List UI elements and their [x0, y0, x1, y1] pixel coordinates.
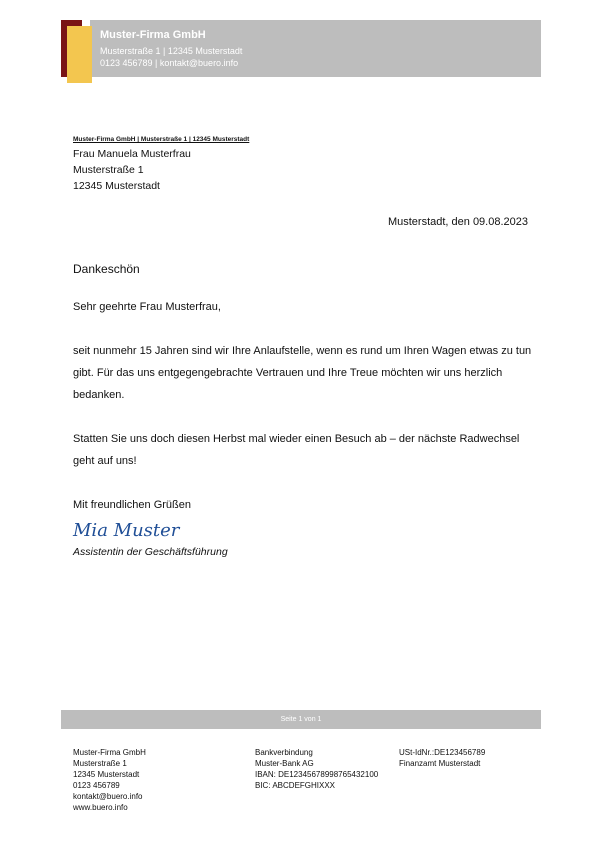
footer-company-column — [73, 747, 146, 813]
header-company-name: Muster-Firma GmbH — [100, 29, 206, 41]
logo-block-yellow — [67, 26, 92, 83]
header-contact: 0123 456789 | kontakt@buero.info — [100, 58, 239, 68]
footer-bank-column — [255, 747, 378, 791]
signature: Mia Muster — [73, 520, 180, 541]
footer-bank-iban: IBAN: DE12345678998765432100 — [255, 770, 379, 779]
footer-company-phone: 0123 456789 — [73, 781, 120, 790]
body-paragraph-1: seit nunmehr 15 Jahren sind wir Ihre Anlaufstelle, wenn es rund um Ihren Wagen etwas zu tun gibt. Für das uns entgegengebrachte Vertrauen und Ihre Treue möchten wir uns herzlich bedanken. — [73, 345, 532, 401]
footer-company-street: Musterstraße 1 — [73, 759, 127, 768]
letter-date: Musterstadt, den 09.08.2023 — [387, 216, 528, 228]
recipient-name: Frau Manuela Musterfrau — [73, 148, 191, 160]
recipient-city: 12345 Musterstadt — [73, 180, 160, 192]
header-address: Musterstraße 1 | 12345 Musterstadt — [100, 46, 243, 56]
closing: Mit freundlichen Grüßen — [73, 499, 191, 511]
sender-return-line: Muster-Firma GmbH | Musterstraße 1 | 12345 Musterstadt — [73, 136, 250, 143]
signer-role: Assistentin der Geschäftsführung — [73, 546, 228, 558]
footer-company-name: Muster-Firma GmbH — [73, 748, 146, 757]
footer-tax-column — [399, 747, 485, 769]
footer-bank-name: Muster-Bank AG — [255, 759, 314, 768]
body-paragraph-2: Statten Sie uns doch diesen Herbst mal wieder einen Besuch ab – der nächste Radwechsel geht auf uns! — [73, 433, 520, 467]
letter-subject: Dankeschön — [73, 262, 140, 276]
footer-bank-bic: BIC: ABCDEFGHIXXX — [255, 781, 336, 790]
footer-bank-heading: Bankverbindung — [255, 748, 313, 757]
footer-tax-office: Finanzamt Musterstadt — [399, 759, 481, 768]
page-number: Seite 1 von 1 — [280, 716, 322, 723]
recipient-street: Musterstraße 1 — [73, 164, 144, 176]
salutation: Sehr geehrte Frau Musterfrau, — [73, 301, 221, 313]
footer-company-city: 12345 Musterstadt — [73, 770, 140, 779]
footer-vat-id: USt-IdNr.:DE123456789 — [399, 748, 486, 757]
footer-company-website: www.buero.info — [73, 803, 128, 812]
footer-company-email: kontakt@buero.info — [73, 792, 143, 801]
